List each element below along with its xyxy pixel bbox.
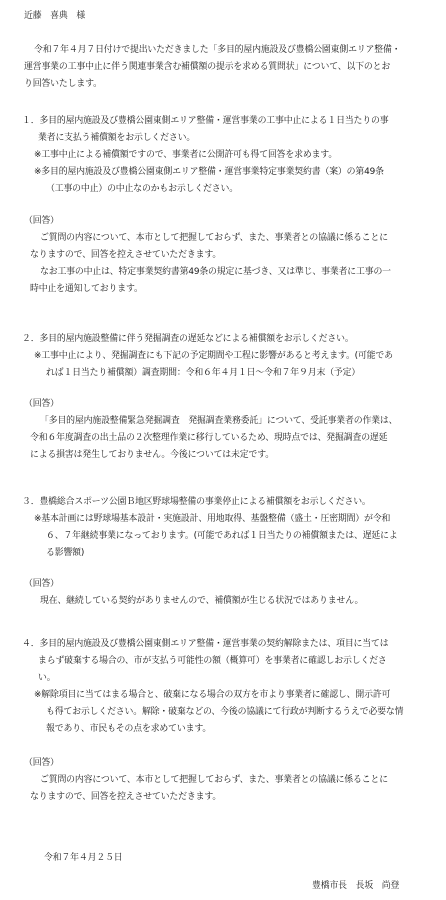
answer-2-line: 「多目的屋内施設整備緊急発掘調査 発掘調査業務委託」について、受託事業者の作業は、 bbox=[40, 416, 398, 426]
answer-3-line: 現在、継続している契約がありませんので、補償額が生じる状況ではありません。 bbox=[40, 596, 364, 606]
question-4-line: まらず破棄する場合の、市が支払う可能性の額（概算可）を事業者に確認しお示しくださ bbox=[38, 656, 387, 666]
document-date: 令和７年４月２５日 bbox=[44, 853, 123, 863]
question-1-note: （工事の中止）の中止なのかもお示しください。 bbox=[46, 184, 238, 194]
answer-1-line: なりますので、回答を控えさせていただきます。 bbox=[30, 250, 222, 260]
answer-2-label: （回答） bbox=[24, 399, 59, 409]
answer-4-line: なりますので、回答を控えさせていただきます。 bbox=[30, 792, 222, 802]
answer-1-line: なお工事の中止は、特定事業契約書第49条の規定に基づき、又は準じ、事業者に工事の一 bbox=[40, 267, 391, 277]
signature: 豊橋市長 長坂 尚登 bbox=[312, 881, 400, 891]
question-3-note: ※基本計画には野球場基本設計・実施設計、用地取得、基盤整備（盛土・圧密期間）が令和 bbox=[34, 514, 391, 524]
question-1-note: ※工事中止による補償額ですので、事業者に公開許可も得て回答を求めます。 bbox=[34, 150, 338, 160]
question-4-note: ※解除項目に当てはまる場合と、破棄になる場合の双方を市より事業者に確認し、開示許可 bbox=[34, 690, 391, 700]
answer-1-line: ご質問の内容について、本市として把握しておらず、また、事業者との協議に係ることに bbox=[40, 233, 388, 243]
intro-line: 運営事業の工事中止に伴う関連事業含む補償額の提示を求める質問状」について、以下のとお bbox=[24, 62, 391, 72]
question-4-line: い。 bbox=[38, 673, 56, 683]
addressee: 近藤 喜典 様 bbox=[24, 11, 86, 21]
answer-1-label: （回答） bbox=[24, 216, 59, 226]
question-4: ４．多目的屋内施設及び豊橋公園東側エリア整備・運営事業の契約解除または、項目に当ては bbox=[22, 639, 389, 649]
question-1-line: 業者に支払う補償額をお示しください。 bbox=[38, 133, 196, 143]
answer-4-label: （回答） bbox=[24, 758, 59, 768]
answer-1-line: 時中止を通知しております。 bbox=[30, 284, 143, 294]
intro-line: り回答いたします。 bbox=[24, 79, 102, 89]
answer-3-label: （回答） bbox=[24, 579, 59, 589]
question-2-note: れば１日当たり補償額）調査期間：令和６年４月１日～令和７年９月末（予定） bbox=[46, 368, 361, 378]
question-2: ２．多目的屋内施設整備に伴う発掘調査の遅延などによる補償額をお示しください。 bbox=[22, 334, 354, 344]
answer-2-line: 令和６年度調査の出土品の２次整理作業に移行しているため、現時点では、発掘調査の遅延 bbox=[30, 433, 388, 443]
question-2-note: ※工事中止により、発掘調査にも下記の予定期間や工程に影響があると考えます。(可能であ bbox=[34, 351, 393, 361]
question-3-note: る影響額) bbox=[46, 548, 85, 558]
question-1: １．多目的屋内施設及び豊橋公園東側エリア整備・運営事業の工事中止による１日当たりの事 bbox=[22, 116, 389, 126]
answer-2-line: による損害は発生しておりません。今後については未定です。 bbox=[30, 450, 274, 460]
answer-4-line: ご質問の内容について、本市として把握しておらず、また、事業者との協議に係ることに bbox=[40, 775, 388, 785]
question-4-note: も得てお示しください。解除・破棄などの、今後の協議にて行政が判断するうえで必要な情 bbox=[46, 707, 404, 717]
question-4-note: 報であり、市民もその点を求めています。 bbox=[46, 724, 212, 734]
question-1-note: ※多目的屋内施設及び豊橋公園東側エリア整備・運営事業特定事業契約書（案）の第49条 bbox=[34, 167, 384, 177]
question-3-note: ６、７年継続事業になっております。(可能であれば１日当たりの補償額または、遅延によ bbox=[46, 531, 398, 541]
intro-line: 令和７年４月７日付けで提出いただきました「多目的屋内施設及び豊橋公園東側エリア整備・ bbox=[34, 45, 401, 55]
question-3: ３．豊橋総合スポーツ公園Ｂ地区野球場整備の事業停止による補償額をお示しください。 bbox=[22, 497, 371, 507]
